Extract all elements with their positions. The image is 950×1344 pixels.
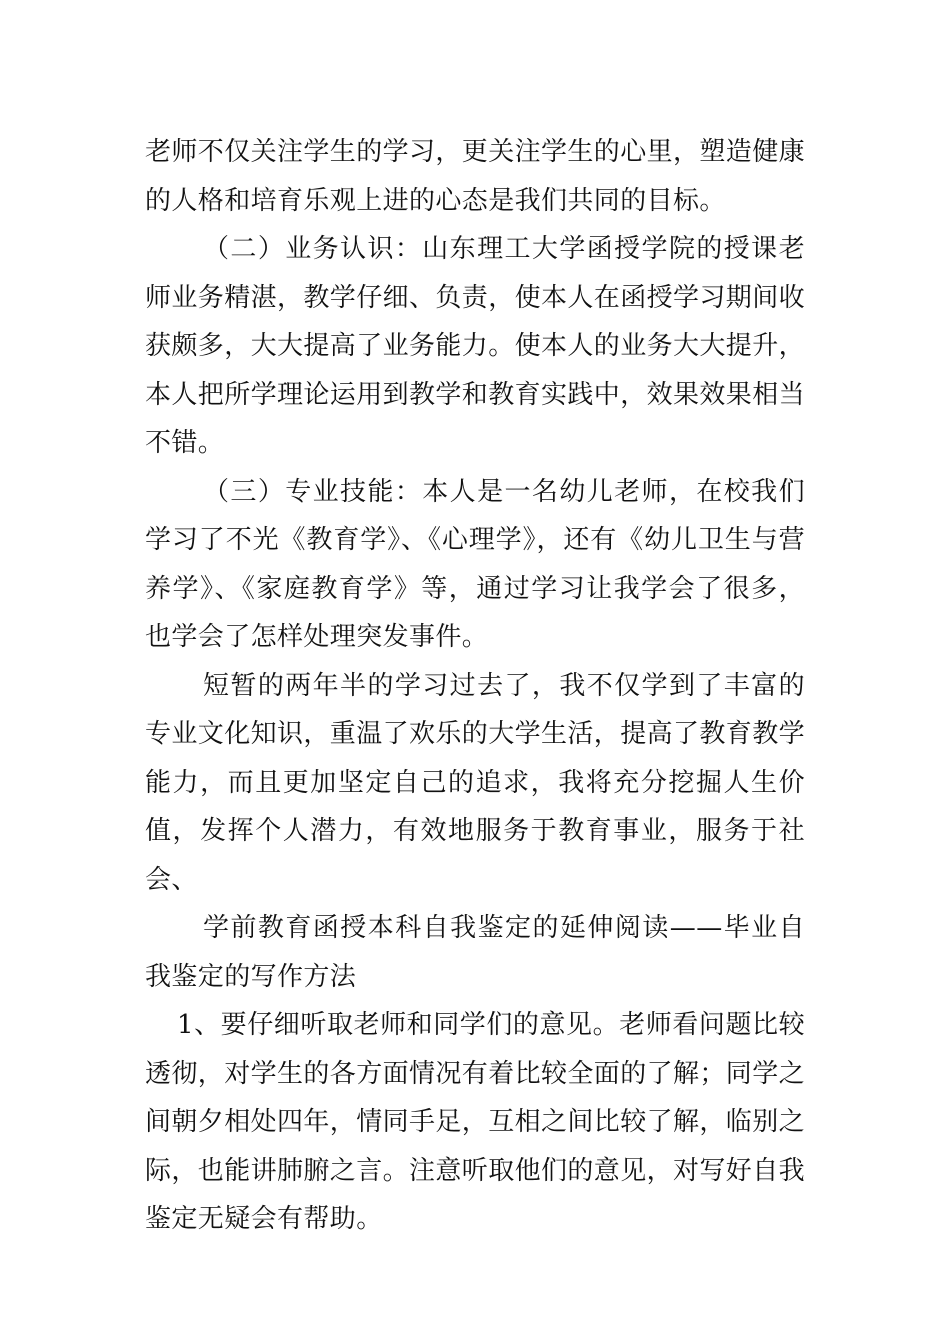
document-body xyxy=(145,128,805,1244)
paragraph-professional-skills: （三）专业技能：本人是一名幼儿老师，在校我们学习了不光《教育学》、《心理学》，还有《幼儿卫生与营养学》、《家庭教育学》等，通过学习让我学会了很多，也学会了怎样处理突发事件。 xyxy=(145,476,805,652)
paragraph-writing-method-1: 1、要仔细听取老师和同学们的意见。老师看问题比较透彻，对学生的各方面情况有着比较全面的了解；同学之间朝夕相处四年，情同手足，互相之间比较了解，临别之际，也能讲肺腑之言。注意听取他们的意见，对写好自我鉴定无疑会有帮助。 xyxy=(145,1010,806,1234)
paragraph-business-knowledge: （二）业务认识：山东理工大学函授学院的授课老师业务精湛，教学仔细、负责，使本人在函授学习期间收获颇多，大大提高了业务能力。使本人的业务大大提升，本人把所学理论运用到教学和教育实践中，效果效果相当不错。 xyxy=(145,234,806,458)
paragraph-extended-reading-heading: 学前教育函授本科自我鉴定的延伸阅读——毕业自我鉴定的写作方法 xyxy=(145,913,805,992)
paragraph-continuation: 老师不仅关注学生的学习，更关注学生的心里，塑造健康的人格和培育乐观上进的心态是我们共同的目标。 xyxy=(145,137,806,216)
paragraph-summary: 短暂的两年半的学习过去了，我不仅学到了丰富的专业文化知识，重温了欢乐的大学生活，提高了教育教学能力，而且更加坚定自己的追求，我将充分挖掘人生价值，发挥个人潜力，有效地服务于教育事业，服务于社会、 xyxy=(145,670,806,895)
